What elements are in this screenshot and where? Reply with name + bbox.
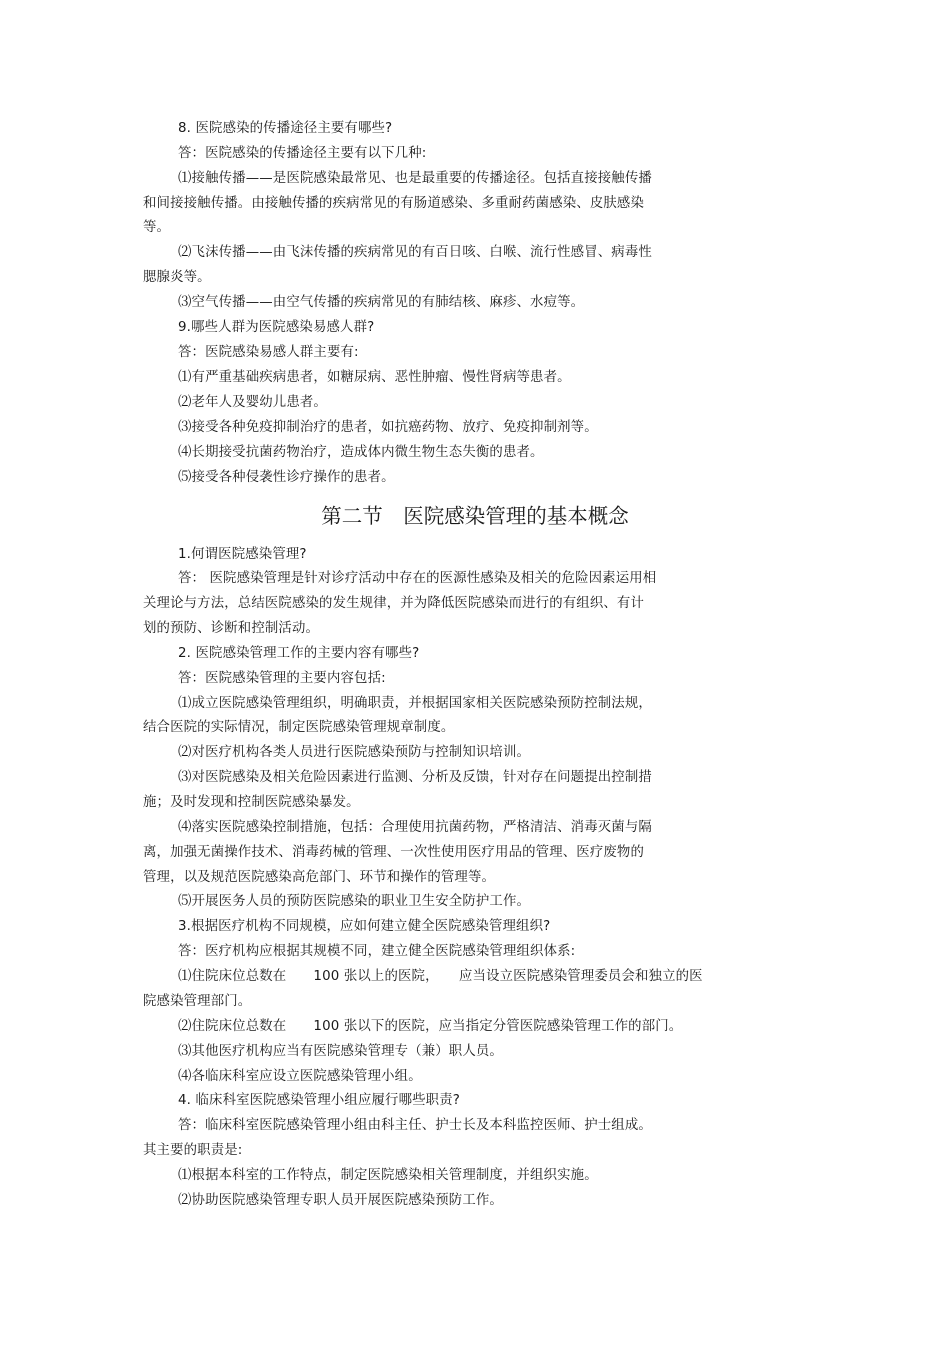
question-2: 2. 医院感染管理工作的主要内容有哪些?: [178, 646, 420, 661]
list-item: ⑶接受各种免疫抑制治疗的患者，如抗癌药物、放疗、免疫抑制剂等。: [178, 420, 598, 435]
list-item: ⑴根据本科室的工作特点，制定医院感染相关管理制度，并组织实施。: [178, 1168, 598, 1183]
list-item: ⑴有严重基础疾病患者，如糖尿病、恶性肿瘤、慢性肾病等患者。: [178, 370, 571, 385]
question-1: 1.何谓医院感染管理?: [178, 547, 307, 562]
paragraph-line: 腮腺炎等。: [143, 270, 211, 285]
list-item: ⑵住院床位总数在 100 张以下的医院，应当指定分管医院感染管理工作的部门。: [178, 1019, 683, 1034]
answer-9: 答：医院感染易感人群主要有:: [178, 345, 359, 360]
list-item: ⑵对医疗机构各类人员进行医院感染预防与控制知识培训。: [178, 745, 531, 760]
paragraph-line: 等。: [143, 220, 171, 235]
question-8: 8. 医院感染的传播途径主要有哪些?: [178, 121, 393, 136]
list-item: ⑷长期接受抗菌药物治疗，造成体内微生物生态失衡的患者。: [178, 445, 544, 460]
answer-1: 答： 医院感染管理是针对诊疗活动中存在的医源性感染及相关的危险因素运用相: [178, 571, 657, 586]
list-item: ⑶对医院感染及相关危险因素进行监测、分析及反馈，针对存在问题提出控制措: [178, 770, 652, 785]
paragraph-line: 关理论与方法，总结医院感染的发生规律，并为降低医院感染而进行的有组织、有计: [143, 596, 645, 611]
paragraph-line: 和间接接触传播。由接触传播的疾病常见的有肠道感染、多重耐药菌感染、皮肤感染: [143, 196, 645, 211]
paragraph-line: 施；及时发现和控制医院感染暴发。: [143, 795, 360, 810]
list-item: ⑶其他医疗机构应当有医院感染管理专（兼）职人员。: [178, 1044, 503, 1059]
list-item: ⑴住院床位总数在 100 张以上的医院， 应当设立医院感染管理委员会和独立的医: [178, 969, 703, 984]
list-item: ⑵协助医院感染管理专职人员开展医院感染预防工作。: [178, 1193, 503, 1208]
list-item: ⑷各临床科室应设立医院感染管理小组。: [178, 1069, 422, 1084]
paragraph-line: ⑵飞沫传播——由飞沫传播的疾病常见的有百日咳、白喉、流行性感冒、病毒性: [178, 245, 652, 260]
paragraph-line: ⑴接触传播——是医院感染最常见、也是最重要的传播途径。包括直接接触传播: [178, 171, 652, 186]
paragraph-line: 其主要的职责是:: [143, 1143, 243, 1158]
paragraph-line: ⑶空气传播——由空气传播的疾病常见的有肺结核、麻疹、水痘等。: [178, 295, 585, 310]
list-item: ⑸接受各种侵袭性诊疗操作的患者。: [178, 470, 395, 485]
paragraph-line: 院感染管理部门。: [143, 994, 252, 1009]
answer-2: 答：医院感染管理的主要内容包括:: [178, 671, 386, 686]
question-4: 4. 临床科室医院感染管理小组应履行哪些职责?: [178, 1093, 461, 1108]
list-item: ⑴成立医院感染管理组织，明确职责，并根据国家相关医院感染预防控制法规，: [178, 696, 652, 711]
section-heading: 第二节 医院感染管理的基本概念: [321, 504, 629, 528]
paragraph-line: 结合医院的实际情况，制定医院感染管理规章制度。: [143, 720, 455, 735]
paragraph-line: 离，加强无菌操作技术、消毒药械的管理、一次性使用医疗用品的管理、医疗废物的: [143, 845, 645, 860]
list-item: ⑸开展医务人员的预防医院感染的职业卫生安全防护工作。: [178, 894, 531, 909]
question-9: 9.哪些人群为医院感染易感人群?: [178, 320, 375, 335]
answer-3: 答：医疗机构应根据其规模不同，建立健全医院感染管理组织体系:: [178, 944, 576, 959]
question-3: 3.根据医疗机构不同规模，应如何建立健全医院感染管理组织?: [178, 919, 551, 934]
list-item: ⑷落实医院感染控制措施，包括：合理使用抗菌药物，严格清洁、消毒灭菌与隔: [178, 820, 652, 835]
paragraph-line: 管理，以及规范医院感染高危部门、环节和操作的管理等。: [143, 870, 496, 885]
answer-4: 答：临床科室医院感染管理小组由科主任、护士长及本科监控医师、护士组成。: [178, 1118, 652, 1133]
answer-8: 答：医院感染的传播途径主要有以下几种:: [178, 146, 427, 161]
paragraph-line: 划的预防、诊断和控制活动。: [143, 621, 320, 636]
list-item: ⑵老年人及婴幼儿患者。: [178, 395, 327, 410]
